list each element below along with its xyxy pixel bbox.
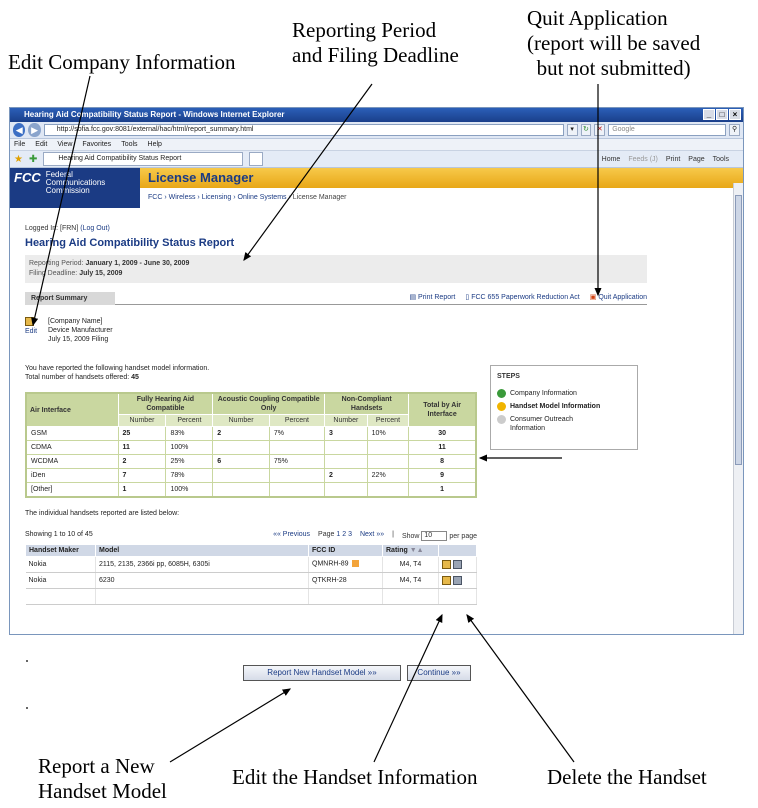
main-content bbox=[25, 225, 647, 605]
actions-cell bbox=[439, 556, 477, 572]
step-handset-model-information[interactable]: Handset Model Information bbox=[497, 402, 631, 411]
back-icon[interactable]: ◀ bbox=[13, 123, 25, 137]
menu-view[interactable]: View bbox=[57, 141, 73, 148]
login-line: Logged In: [FRN] (Log Out) bbox=[25, 225, 110, 232]
filing-date: July 15, 2009 Filing bbox=[48, 336, 109, 343]
actions-cell bbox=[439, 572, 477, 588]
summary-cell bbox=[325, 483, 368, 497]
col-handset-maker: Handset Maker bbox=[26, 544, 96, 556]
steps-title: STEPS bbox=[497, 373, 520, 380]
summary-cell: 83% bbox=[166, 427, 213, 441]
summary-row bbox=[26, 469, 476, 483]
scrollbar[interactable] bbox=[733, 183, 743, 634]
handsets-table bbox=[25, 544, 477, 605]
arrow-edit-handset bbox=[374, 615, 442, 762]
report-new-handset-button[interactable]: Report New Handset Model »» bbox=[243, 665, 401, 681]
dropdown-icon[interactable]: ▾ bbox=[567, 124, 578, 136]
summary-table: Air Interface Fully Hearing Aid Compatible Acoustic Coupling Compatible Only Non-Compliant Handsets Total by Air Interface Number Percent Number Percent Number Percent GSM 25 83% 2 7% 3 10% 30 CDMA 11 100% 11 WCDMA 2 25% 6 75% 8 iDen 7 78% 2 22% 9 [Other] 1 100% 1 bbox=[25, 392, 477, 498]
forward-icon[interactable]: ▶ bbox=[28, 123, 40, 137]
summary-row bbox=[26, 427, 476, 441]
breadcrumb-fcc[interactable]: FCC bbox=[148, 194, 163, 201]
previous-link[interactable]: «« Previous bbox=[273, 530, 311, 538]
menu-favorites[interactable]: Favorites bbox=[82, 141, 112, 148]
summary-cell bbox=[269, 483, 324, 497]
menu-edit[interactable]: Edit bbox=[35, 141, 48, 148]
col-model: Model bbox=[96, 544, 309, 556]
maximize-button[interactable]: □ bbox=[716, 109, 728, 120]
breadcrumb-wireless[interactable]: Wireless bbox=[168, 194, 196, 201]
delete-handset-icon[interactable] bbox=[453, 560, 462, 569]
col-rating[interactable]: Rating ▼▲ bbox=[383, 544, 439, 556]
quit-icon: ▣ bbox=[589, 294, 597, 301]
arrow-delete-handset bbox=[467, 615, 574, 762]
summary-cell bbox=[367, 441, 409, 455]
edit-pencil-icon bbox=[25, 317, 34, 326]
summary-cell: 30 bbox=[409, 427, 476, 441]
air-interface-cell: iDen bbox=[26, 469, 118, 483]
close-button[interactable]: × bbox=[729, 109, 741, 120]
col-non-compliant: Non-Compliant Handsets bbox=[325, 393, 409, 415]
fcc-logo[interactable]: FCC Federal Communications Commission bbox=[10, 168, 140, 208]
individual-text: The individual handsets reported are listed below: bbox=[25, 509, 180, 517]
report-summary-bar bbox=[25, 292, 647, 305]
pagination-bar: Showing 1 to 10 of 45 «« Previous Page 1 2 3 Next »» | Show 10 per page bbox=[25, 530, 477, 540]
check-icon bbox=[497, 389, 506, 398]
summary-cell: 11 bbox=[118, 441, 166, 455]
company-info bbox=[25, 317, 647, 344]
print-report-link[interactable]: ▤ Print Report bbox=[409, 294, 456, 301]
page-2-link[interactable]: 2 bbox=[342, 530, 347, 538]
toolbar-print[interactable]: Print bbox=[665, 155, 681, 163]
step-company-information[interactable]: Company Information bbox=[497, 389, 631, 398]
air-interface-cell: GSM bbox=[26, 427, 118, 441]
toolbar-tools[interactable]: Tools bbox=[712, 155, 729, 163]
tab-report-summary[interactable]: Report Summary bbox=[25, 292, 115, 305]
summary-cell bbox=[269, 469, 324, 483]
handset-row bbox=[26, 556, 477, 572]
paperwork-link[interactable]: ▯ FCC 655 Paperwork Reduction Act bbox=[465, 294, 580, 301]
summary-cell: 3 bbox=[325, 427, 368, 441]
summary-cell: 10% bbox=[367, 427, 409, 441]
summary-cell: 100% bbox=[166, 483, 213, 497]
summary-cell: 75% bbox=[269, 455, 324, 469]
reported-text: You have reported the following handset model information. Total number of handsets offered: 45 bbox=[25, 365, 210, 381]
divider-dot bbox=[26, 707, 28, 709]
menu-bar bbox=[10, 139, 743, 151]
title-bar bbox=[10, 108, 743, 122]
summary-cell bbox=[269, 441, 324, 455]
summary-cell bbox=[367, 483, 409, 497]
edit-handset-icon[interactable] bbox=[442, 560, 451, 569]
summary-cell bbox=[367, 455, 409, 469]
next-link[interactable]: Next »» bbox=[359, 530, 385, 538]
annotation-quit: Quit Application (report will be saved but not submitted) bbox=[527, 6, 701, 80]
summary-cell bbox=[213, 469, 270, 483]
model-cell: 2115, 2135, 2366i pp, 6085H, 6305i bbox=[99, 560, 210, 568]
summary-cell: 1 bbox=[118, 483, 166, 497]
summary-cell: 1 bbox=[409, 483, 476, 497]
annotation-reporting-period: Reporting Period and Filing Deadline bbox=[292, 18, 459, 67]
logout-link[interactable]: (Log Out) bbox=[80, 225, 110, 232]
browser-window bbox=[9, 107, 744, 635]
printer-icon: ▤ bbox=[409, 294, 417, 301]
tab-bar bbox=[10, 151, 743, 168]
search-input[interactable]: Google bbox=[608, 124, 726, 136]
minimize-button[interactable]: _ bbox=[703, 109, 715, 120]
air-interface-cell: [Other] bbox=[26, 483, 118, 497]
toolbar-feeds[interactable]: Feeds (J) bbox=[628, 155, 658, 163]
summary-cell: 78% bbox=[166, 469, 213, 483]
step-consumer-outreach[interactable]: Consumer Outreach Information bbox=[497, 415, 631, 433]
breadcrumb: FCC › Wireless › Licensing › Online Systems › License Manager bbox=[148, 194, 347, 201]
quit-application-link[interactable]: ▣ Quit Application bbox=[589, 294, 647, 301]
edit-handset-icon[interactable] bbox=[442, 576, 451, 585]
rating-cell: M4, T4 bbox=[399, 560, 422, 568]
stop-icon[interactable]: ✕ bbox=[594, 124, 605, 136]
summary-cell: 9 bbox=[409, 469, 476, 483]
document-icon: ▯ bbox=[465, 294, 470, 301]
breadcrumb-licensing[interactable]: Licensing bbox=[201, 194, 232, 201]
model-cell: 6230 bbox=[99, 576, 115, 584]
add-favorite-icon[interactable]: ✚ bbox=[28, 153, 38, 165]
col-acoustic: Acoustic Coupling Compatible Only bbox=[213, 393, 325, 415]
summary-cell bbox=[325, 455, 368, 469]
summary-cell bbox=[325, 441, 368, 455]
rating-cell: M4, T4 bbox=[399, 576, 422, 584]
air-interface-cell: WCDMA bbox=[26, 455, 118, 469]
maker-cell: Nokia bbox=[28, 560, 47, 568]
sort-icon: ▼▲ bbox=[409, 546, 424, 554]
divider-dot bbox=[26, 660, 28, 662]
breadcrumb-online-systems[interactable]: Online Systems bbox=[237, 194, 287, 201]
page-3-link[interactable]: 3 bbox=[348, 530, 352, 538]
annotation-edit-company: Edit Company Information bbox=[8, 50, 236, 74]
page-title: Hearing Aid Compatibility Status Report bbox=[25, 237, 235, 249]
menu-help[interactable]: Help bbox=[147, 141, 162, 148]
showing-count: Showing 1 to 10 of 45 bbox=[25, 530, 93, 538]
annotation-report-new: Report a New Handset Model bbox=[38, 754, 167, 803]
steps-panel bbox=[490, 365, 638, 450]
edit-company-button[interactable]: Edit bbox=[25, 317, 40, 344]
col-fully-compatible: Fully Hearing Aid Compatible bbox=[118, 393, 213, 415]
info-flag-icon[interactable] bbox=[352, 560, 359, 567]
url-field[interactable]: http://sofia.fcc.gov:8081/external/hac/html/report_summary.html bbox=[44, 124, 564, 136]
summary-cell: 25% bbox=[166, 455, 213, 469]
window-title: Hearing Aid Compatibility Status Report - Windows Internet Explorer bbox=[24, 110, 285, 119]
pending-step-icon bbox=[497, 415, 506, 424]
current-step-icon bbox=[497, 402, 506, 411]
search-icon[interactable]: ⚲ bbox=[729, 124, 740, 136]
tab-report[interactable]: Hearing Aid Compatibility Status Report bbox=[43, 152, 243, 166]
fcc-id-cell: QMNRH-89 bbox=[312, 560, 349, 568]
favorites-star-icon[interactable]: ★ bbox=[14, 153, 23, 165]
summary-cell: 6 bbox=[213, 455, 270, 469]
col-air-interface: Air Interface bbox=[26, 393, 118, 427]
summary-cell: 7 bbox=[118, 469, 166, 483]
summary-row bbox=[26, 441, 476, 455]
summary-row bbox=[26, 483, 476, 497]
summary-cell bbox=[213, 483, 270, 497]
annotation-edit-handset: Edit the Handset Information bbox=[232, 765, 478, 789]
delete-handset-icon[interactable] bbox=[453, 576, 462, 585]
per-page-select[interactable]: 10 bbox=[421, 531, 447, 541]
maker-cell: Nokia bbox=[28, 576, 47, 584]
summary-cell bbox=[213, 441, 270, 455]
col-fcc-id: FCC ID bbox=[309, 544, 383, 556]
reporting-period: Reporting Period: January 1, 2009 - June 30, 2009 Filing Deadline: July 15, 2009 bbox=[25, 255, 647, 283]
annotation-delete-handset: Delete the Handset bbox=[547, 765, 707, 789]
continue-button[interactable]: Continue »» bbox=[407, 665, 471, 681]
summary-cell: 7% bbox=[269, 427, 324, 441]
col-total: Total by Air Interface bbox=[409, 393, 476, 427]
company-name: [Company Name] bbox=[48, 318, 103, 325]
total-handsets: 45 bbox=[131, 374, 139, 381]
app-title: License Manager bbox=[140, 168, 743, 188]
summary-cell: 2 bbox=[213, 427, 270, 441]
summary-cell: 25 bbox=[118, 427, 166, 441]
summary-row bbox=[26, 455, 476, 469]
handset-row bbox=[26, 572, 477, 588]
fcc-header bbox=[10, 168, 743, 208]
menu-file[interactable]: File bbox=[14, 141, 26, 148]
air-interface-cell: CDMA bbox=[26, 441, 118, 455]
company-type: Device Manufacturer bbox=[48, 327, 113, 334]
summary-cell: 2 bbox=[118, 455, 166, 469]
arrow-report-new bbox=[170, 689, 290, 762]
summary-cell: 22% bbox=[367, 469, 409, 483]
toolbar-home[interactable]: Home bbox=[601, 155, 621, 163]
tab-new[interactable] bbox=[249, 152, 263, 166]
summary-cell: 11 bbox=[409, 441, 476, 455]
toolbar-page[interactable]: Page bbox=[688, 155, 705, 163]
summary-cell: 100% bbox=[166, 441, 213, 455]
summary-cell: 2 bbox=[325, 469, 368, 483]
menu-tools[interactable]: Tools bbox=[121, 141, 138, 148]
summary-cell: 8 bbox=[409, 455, 476, 469]
col-actions bbox=[439, 544, 477, 556]
breadcrumb-current: License Manager bbox=[292, 194, 347, 201]
refresh-icon[interactable]: ↻ bbox=[581, 124, 592, 136]
fcc-id-cell: QTKRH-28 bbox=[312, 576, 347, 584]
address-bar bbox=[10, 122, 743, 139]
page-1-link[interactable]: 1 bbox=[336, 530, 341, 538]
